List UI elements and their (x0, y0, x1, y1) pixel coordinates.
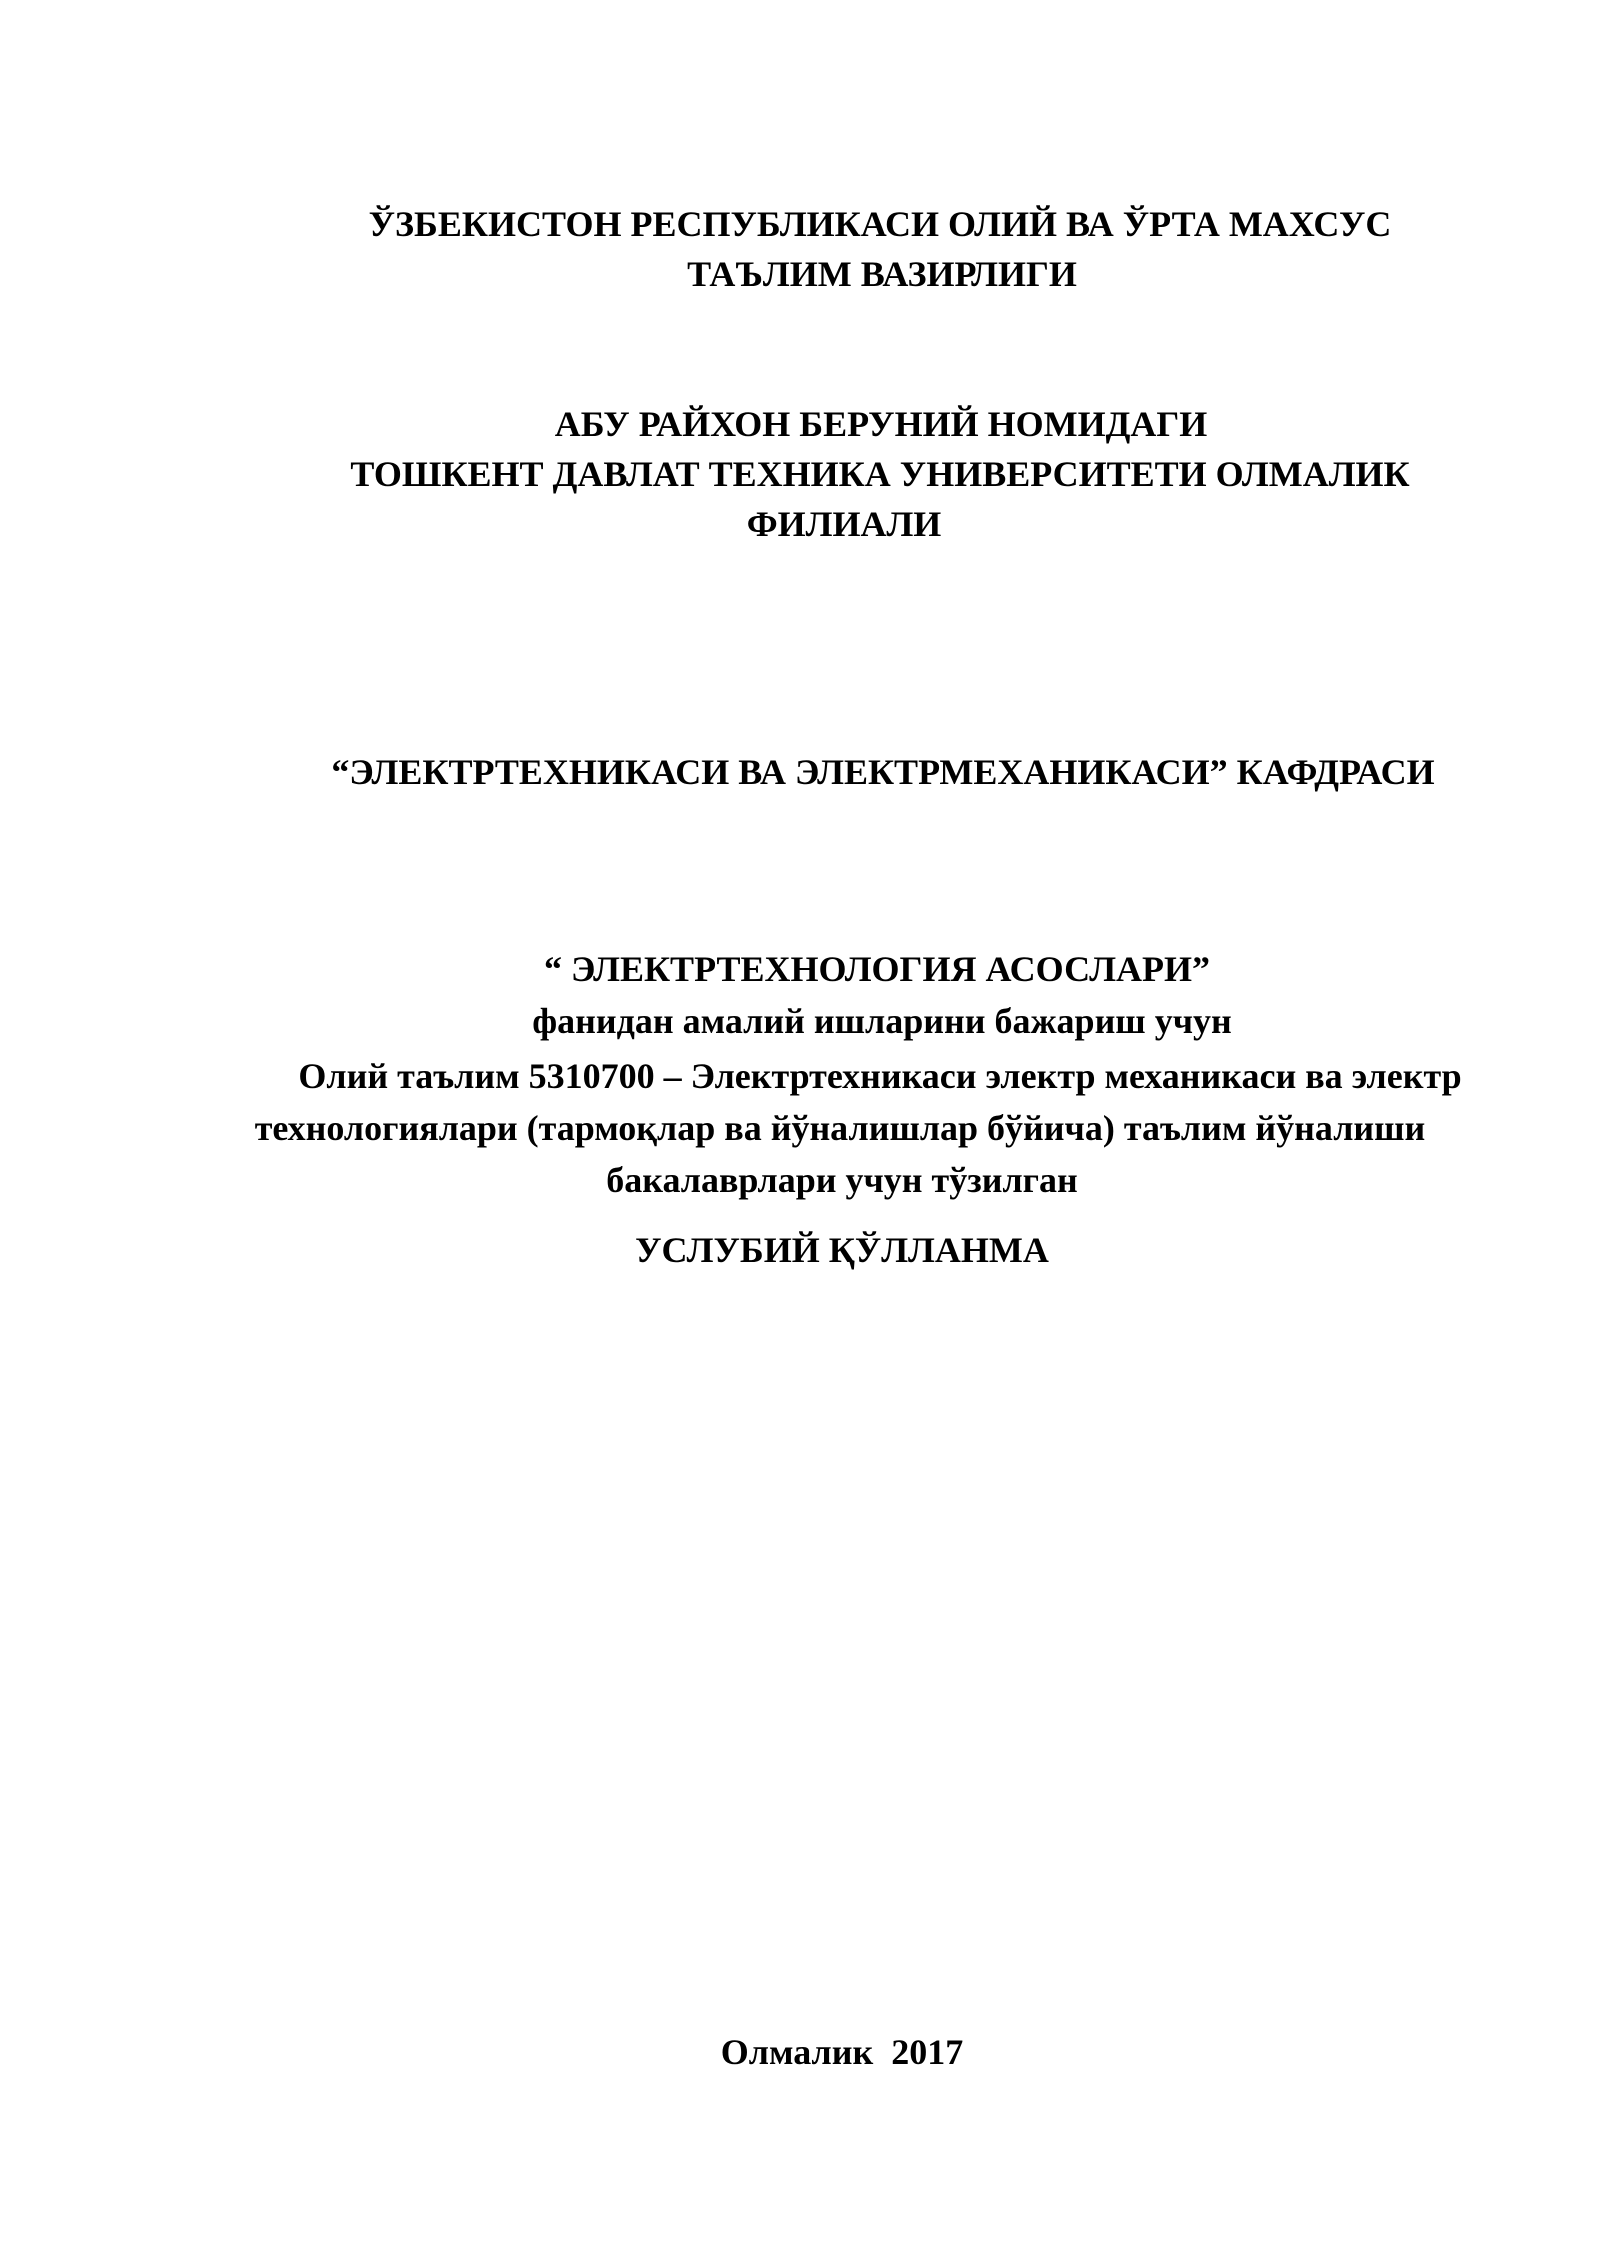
university-line-1: АБУ РАЙХОН БЕРУНИЙ НОМИДАГИ (554, 404, 1208, 444)
university-line-2: ТОШКЕНТ ДАВЛАТ ТЕХНИКА УНИВЕРСИТЕТИ ОЛМАЛИК (350, 454, 1410, 494)
subject-line-3: технологиялари (тармоқлар ва йўналишлар бўйича) таълим йўналиши (254, 1108, 1426, 1148)
subject-title: “ ЭЛЕКТРТЕХНОЛОГИЯ АСОСЛАРИ” (543, 949, 1211, 989)
footer-city: Олмалик (720, 2032, 874, 2072)
department-name: “ЭЛЕКТРТЕХНИКАСИ ВА ЭЛЕКТРМЕХАНИКАСИ” КАФДРАСИ (331, 752, 1435, 792)
subject-line-4: бакалаврлари учун тўзилган (606, 1160, 1078, 1200)
document-type: УСЛУБИЙ ҚЎЛЛАНМА (635, 1230, 1049, 1270)
university-line-3: ФИЛИАЛИ (746, 504, 942, 544)
subject-line-2: Олий таълим 5310700 – Электртехникаси электр механикаси ва электр (298, 1056, 1462, 1096)
ministry-line-1: ЎЗБЕКИСТОН РЕСПУБЛИКАСИ ОЛИЙ ВА ЎРТА МАХСУС (368, 204, 1392, 244)
ministry-line-2: ТАЪЛИМ ВАЗИРЛИГИ (687, 254, 1077, 294)
footer-year: 2017 (891, 2032, 964, 2072)
footer-place-year (721, 2028, 963, 2077)
subject-line-1: фанидан амалий ишларини бажариш учун (532, 1001, 1232, 1041)
